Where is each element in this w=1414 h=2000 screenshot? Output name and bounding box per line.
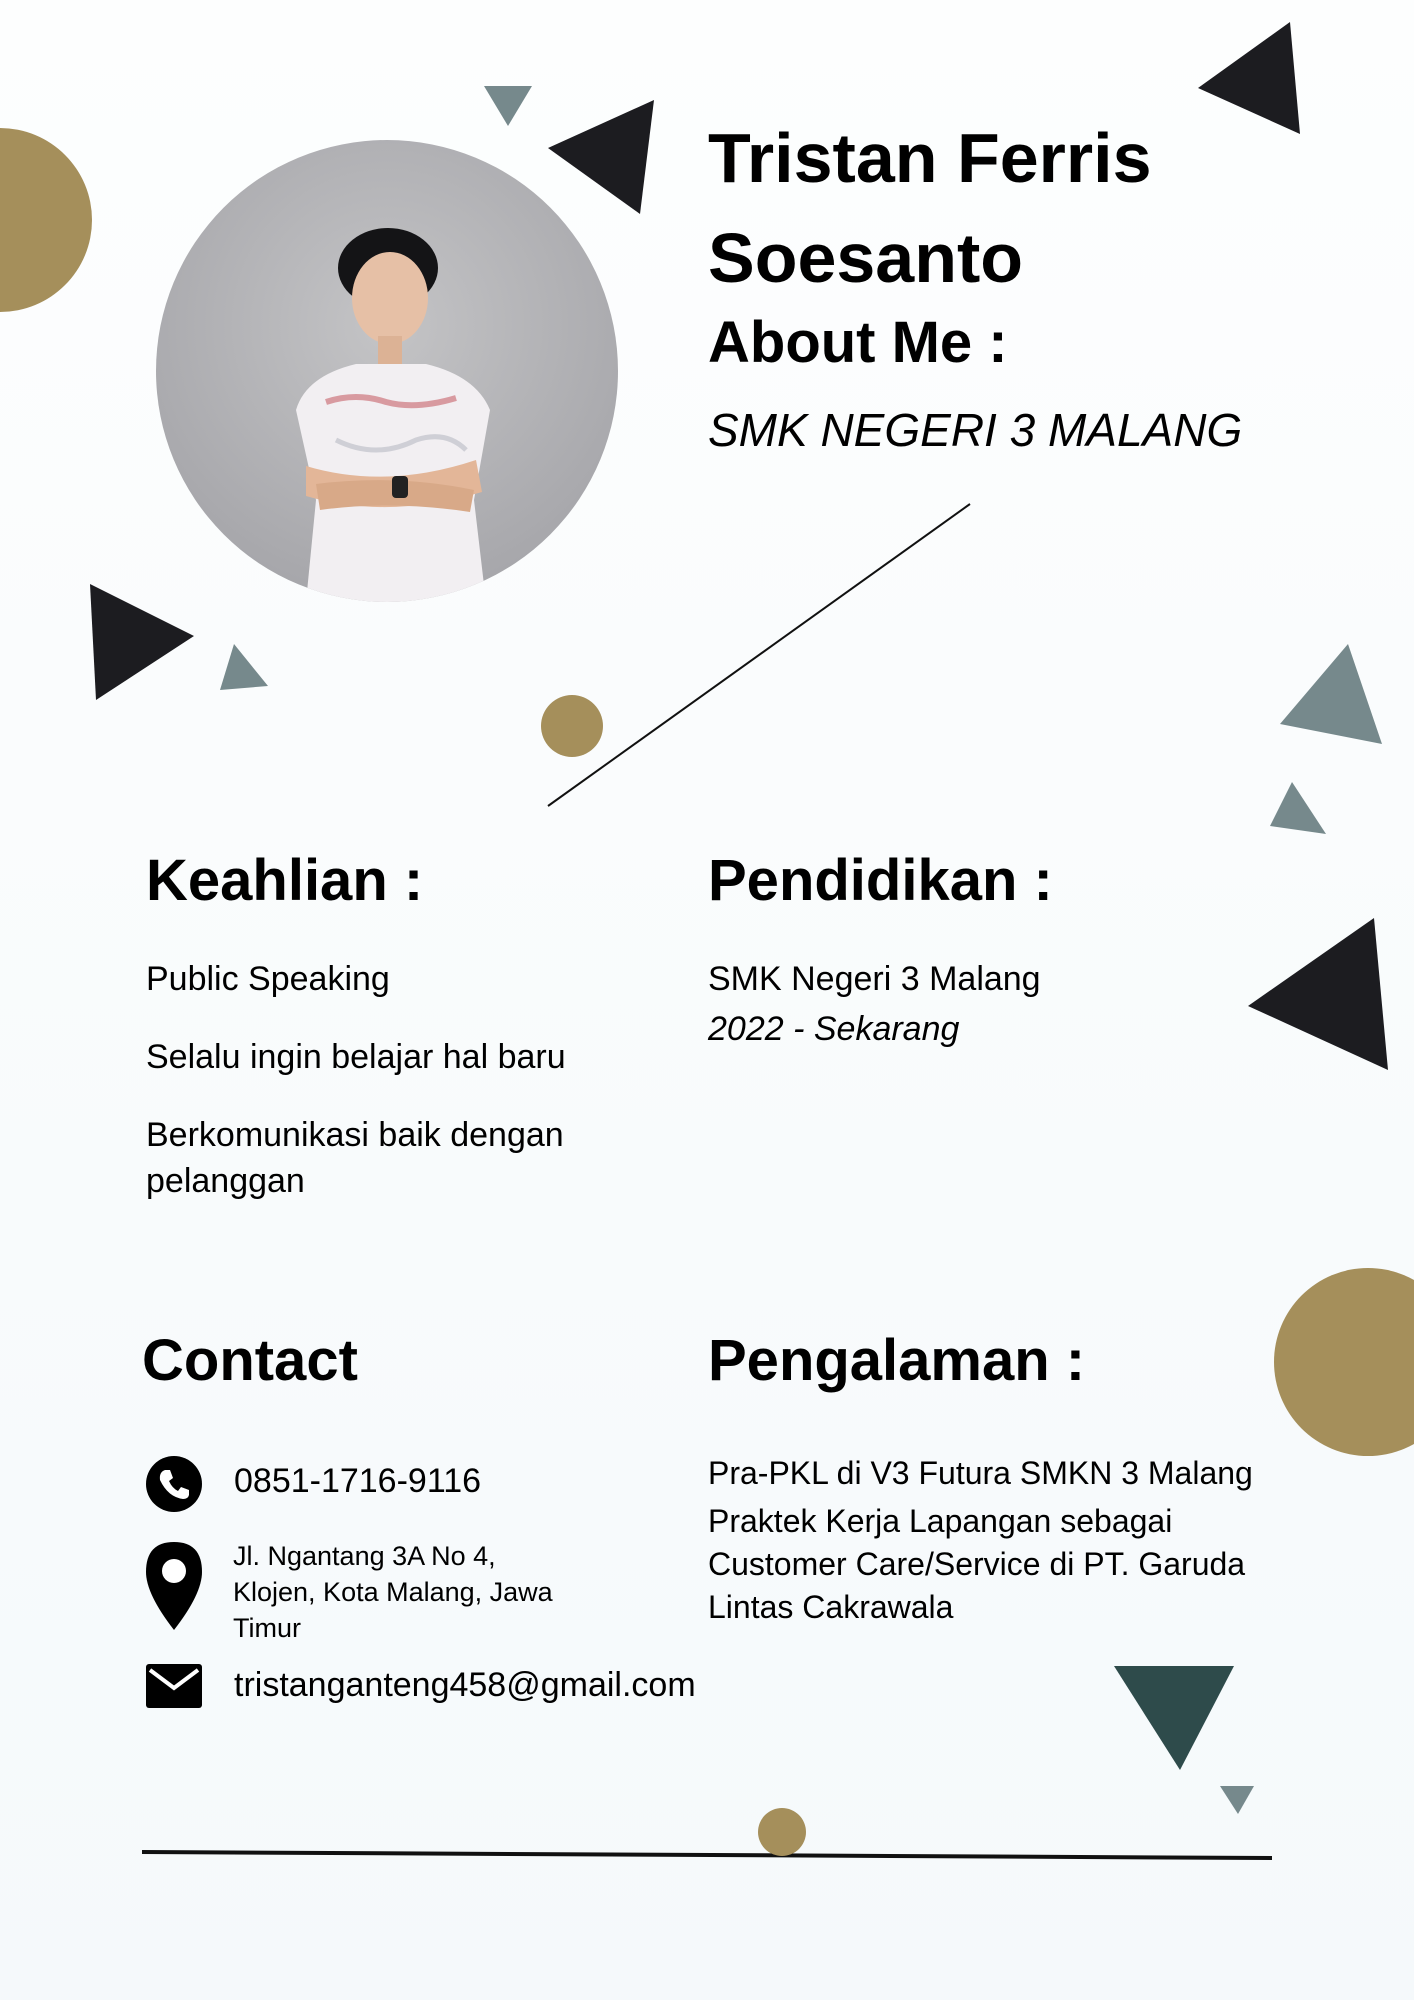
contact-phone-row bbox=[146, 1456, 202, 1512]
slate-triangle-small-bottom bbox=[1220, 1786, 1254, 1814]
gold-circle-left bbox=[0, 128, 92, 312]
experience-line: Praktek Kerja Lapangan sebagai bbox=[708, 1503, 1173, 1539]
teal-triangle-bottom bbox=[1114, 1666, 1234, 1770]
bottom-divider-line bbox=[142, 1852, 1272, 1858]
education-period: 2022 - Sekarang bbox=[708, 1010, 960, 1048]
full-name bbox=[708, 108, 1348, 308]
address-line: Timur bbox=[233, 1613, 301, 1643]
contact-heading: Contact bbox=[142, 1328, 358, 1393]
profile-photo bbox=[156, 140, 618, 602]
person-illustration bbox=[156, 140, 618, 602]
mail-icon bbox=[146, 1664, 202, 1708]
education-school: SMK Negeri 3 Malang bbox=[708, 960, 1041, 998]
gold-circle-right bbox=[1274, 1268, 1414, 1456]
address-line: Jl. Ngantang 3A No 4, bbox=[233, 1541, 496, 1571]
slate-triangle-small-top bbox=[484, 86, 532, 126]
full-name-line-1: Tristan Ferris bbox=[708, 119, 1152, 197]
location-pin-icon bbox=[146, 1542, 202, 1630]
skill-item: Public Speaking bbox=[146, 960, 390, 998]
skill-item: Berkomunikasi baik dengan bbox=[146, 1116, 564, 1154]
contact-phone[interactable]: 0851-1716-9116 bbox=[234, 1462, 482, 1500]
gold-dot-bottom bbox=[758, 1808, 806, 1856]
address-line: Klojen, Kota Malang, Jawa bbox=[233, 1577, 553, 1607]
diagonal-line bbox=[548, 504, 970, 806]
experience-list bbox=[708, 1452, 1253, 1629]
dark-triangle-top-center bbox=[548, 100, 654, 214]
gold-dot-center bbox=[541, 695, 603, 757]
slate-triangle-small-right bbox=[1270, 782, 1326, 834]
dark-triangle-left bbox=[90, 584, 194, 700]
slate-triangle-right bbox=[1280, 644, 1382, 744]
full-name-line-2: Soesanto bbox=[708, 219, 1024, 297]
skill-item: Selalu ingin belajar hal baru bbox=[146, 1038, 566, 1076]
contact-address bbox=[233, 1538, 553, 1646]
dark-triangle-right bbox=[1248, 918, 1388, 1070]
skill-item: pelanggan bbox=[146, 1162, 305, 1200]
skills-heading: Keahlian : bbox=[146, 848, 424, 913]
about-value: SMK NEGERI 3 MALANG bbox=[708, 404, 1243, 456]
contact-email[interactable]: tristanganteng458@gmail.com bbox=[234, 1666, 696, 1704]
experience-line: Pra-PKL di V3 Futura SMKN 3 Malang bbox=[708, 1455, 1253, 1491]
experience-heading: Pengalaman : bbox=[708, 1328, 1086, 1393]
education-heading: Pendidikan : bbox=[708, 848, 1053, 913]
experience-line: Lintas Cakrawala bbox=[708, 1589, 954, 1625]
slate-triangle-small-left bbox=[220, 644, 268, 690]
experience-line: Customer Care/Service di PT. Garuda bbox=[708, 1546, 1246, 1582]
about-heading: About Me : bbox=[708, 310, 1008, 375]
contact-email-row bbox=[146, 1664, 202, 1708]
contact-address-row bbox=[146, 1542, 202, 1630]
phone-icon bbox=[146, 1456, 202, 1512]
